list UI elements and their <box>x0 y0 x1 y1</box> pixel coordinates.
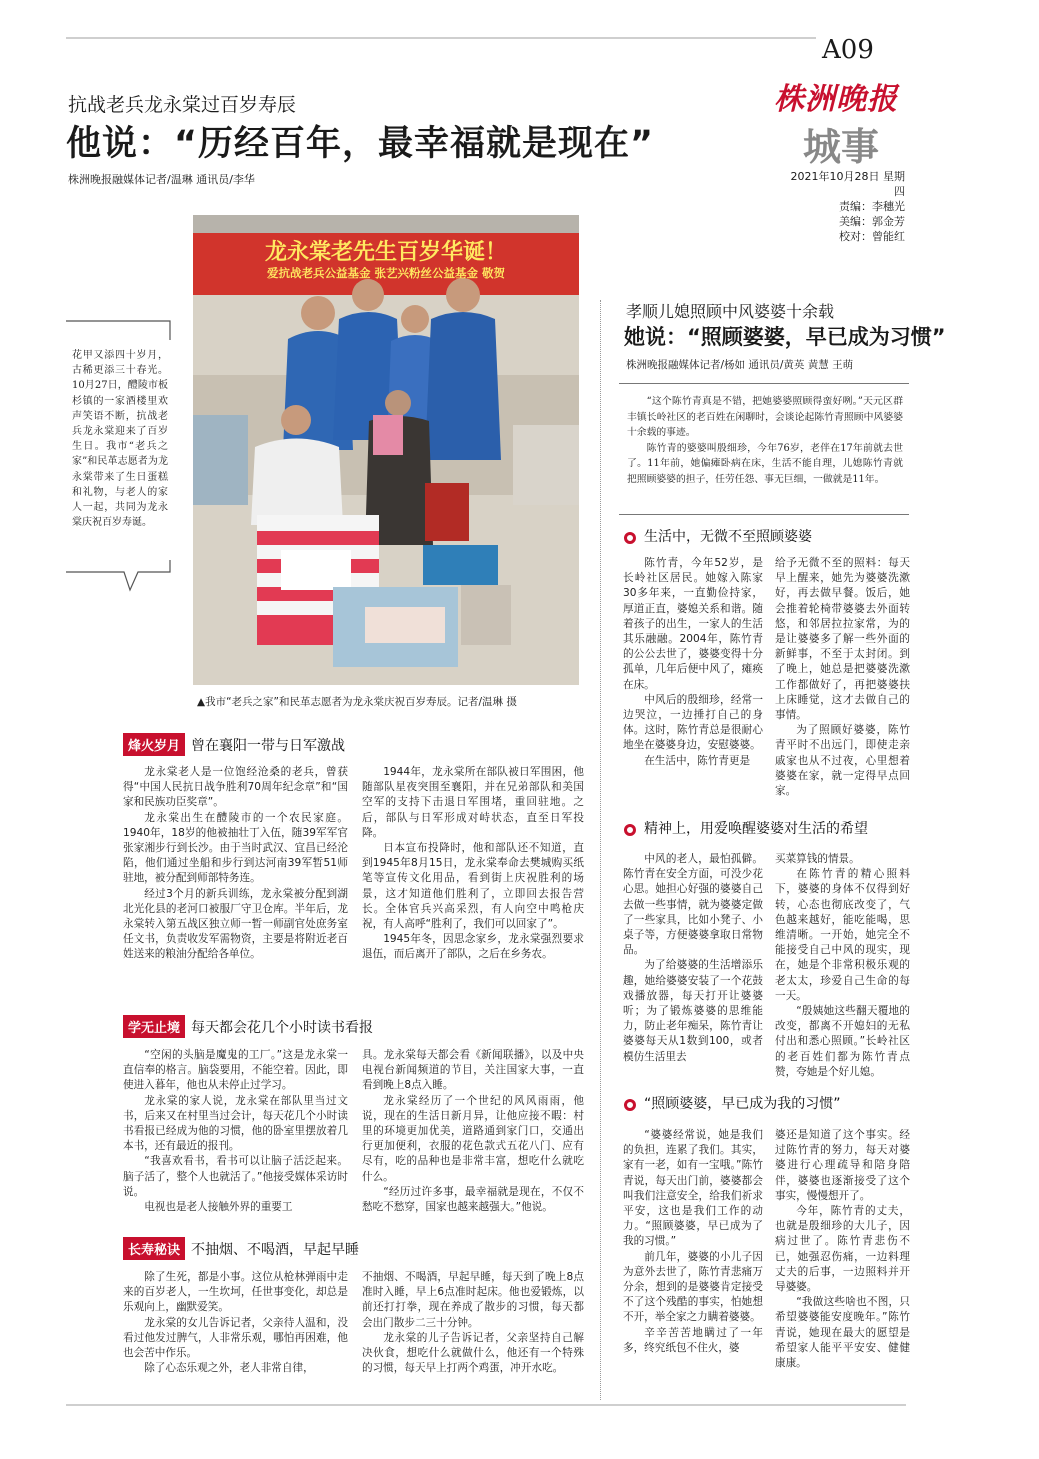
paragraph: 中风的老人，最怕孤僻。陈竹青在安全方面，可没少花心思。她担心好强的婆婆自己去做一些事情，就为婆婆定做了一些家具，比如小凳子、小桌子等，方便婆婆拿取日常物品。 <box>623 853 763 957</box>
issue-date: 2021年10月28日 星期四 <box>790 170 905 198</box>
right-lede-box <box>619 383 909 515</box>
right-section-1-col1 <box>623 556 763 769</box>
paragraph: “空闲的头脑是魔鬼的工厂。”这是龙永棠一直信奉的格言。脑袋要用，不能空着。因此，即使进入暮年，他也从未停止过学习。 <box>123 1049 348 1092</box>
paragraph: 陈竹青，今年52岁，是长岭社区居民。她嫁入陈家30多年来，一直勤俭持家，厚道正直，婆媳关系和谐。随着孩子的出生，一家人的生活其乐融融。2004年，陈竹青的公公去世了，婆婆变得十分孤单，几年后便中风了，瘫痪在床。 <box>623 557 763 691</box>
right-section-2-col1 <box>623 852 763 1065</box>
paragraph: 龙永棠出生在醴陵市的一个农民家庭。1940年，18岁的他被抽壮丁入伍，随39军军官张家湘步行到长沙。由于当时武汉、宜昌已经沦陷，他们通过坐船和步行到达河南39军暂51师驻地，被分配到师部特务连。 <box>123 811 348 885</box>
circle-bullet-icon <box>624 824 636 836</box>
paragraph: “经历过许多事，最幸福就是现在，不仅不愁吃不愁穿，国家也越来越强大。”他说。 <box>362 1185 584 1214</box>
left-lede: 花甲又添四十岁月，古稀更添三十春光。10月27日，醴陵市板杉镇的一家酒楼里欢声笑语不断，抗战老兵龙永棠迎来了百岁生日。我市“老兵之家”和民革志愿者为龙永棠带来了生日蛋糕和礼物，与老人的家人一起，共同为龙永棠庆祝百岁寿诞。 <box>72 350 168 529</box>
paragraph: “婆婆经常说，她是我们的负担，连累了我们。其实，家有一老，如有一宝哦。”陈竹青说，每天出门前，婆婆都会叫我们注意安全，给我们祈求平安，这也是我们工作的动力。“照顾婆婆，早已成为了我的习惯。” <box>623 1129 763 1248</box>
paragraph: 龙永棠经历了一个世纪的风风雨雨，他说，现在的生活日新月异，让他应接不暇：村里的环境更加优美，道路通到家门口，交通出行更加便利，衣服的花色款式五花八门、应有尽有，吃的品种也是非常丰富，想吃什么就吃什么。 <box>362 1094 584 1183</box>
circle-bullet-icon <box>624 532 636 544</box>
right-section-1-title: 生活中，无微不至照顾婆婆 <box>644 529 812 545</box>
paragraph: 日本宣布投降时，他和部队还不知道，直到1945年8月15日，龙永棠奉命去樊城购买纸笔等宣传文化用品，看到街上庆祝胜利的场景，这才知道他们胜利了，立即回去报告营长。全体官兵兴高采烈，有人向空中鸣枪庆祝，有人高呼“胜利了，我们可以回家了”。 <box>362 842 584 931</box>
right-lede <box>619 384 909 488</box>
paragraph: 为了给婆婆的生活增添乐趣，她给婆婆安装了一个花鼓戏播放器，每天打开让婆婆听；为了锻炼婆婆的思维能力，防止老年痴呆，陈竹青让婆婆每天从1数到100，或者模仿生活里去 <box>623 959 763 1063</box>
right-section-2-head <box>624 818 868 838</box>
paragraph: “这个陈竹青真是不错，把她婆婆照顾得蛮好咧。”天元区群丰镇长岭社区的老百姓在闲聊时，会谈论起陈竹青照顾中风婆婆十余载的事迹。 <box>627 396 903 439</box>
section-2-title: 每天都会花几个小时读书看报 <box>191 1020 374 1036</box>
right-section-1-col2 <box>775 556 910 799</box>
paragraph: 电视也是老人接触外界的重要工 <box>144 1201 293 1214</box>
paragraph: 辛辛苦苦地瞒过了一年多，终究纸包不住火，婆 <box>623 1326 763 1354</box>
paragraph: 龙永棠的家人说，龙永棠在部队里当过文书，后来又在村里当过会计，每天花几个小时读书看报已经成为他的习惯，他的卧室里摆放着几本书，还有最近的报刊。 <box>123 1094 348 1153</box>
paragraph: 龙永棠的女儿告诉记者，父亲待人温和，没看过他发过脾气，人非常乐观，哪怕再困难，他也会苦中作乐。 <box>123 1316 348 1360</box>
paragraph: 龙永棠的儿子告诉记者，父亲坚持自己解决伙食，想吃什么就做什么，他还有一个特殊的习惯，每天早上打两个鸡蛋，冲开水吃。 <box>362 1331 584 1375</box>
circle-bullet-icon <box>624 1099 636 1111</box>
paper-logo: 株洲晚报 <box>774 82 898 117</box>
photo-illustration <box>193 215 579 685</box>
issue-editor: 责编：李穗光 <box>839 200 905 213</box>
paragraph: 婆还是知道了这个事实。经过陈竹青的努力，每天对婆婆进行心理疏导和陪身陪伴，婆婆也逐渐接受了这个事实，慢慢想开了。 <box>775 1129 910 1202</box>
right-section-3-col1 <box>623 1128 763 1356</box>
right-section-2-col2 <box>775 852 910 1080</box>
bottom-rule <box>66 1404 906 1406</box>
paragraph: 除了心态乐观之外，老人非常自律， <box>144 1362 314 1375</box>
right-section-3-title: “照顾婆婆，早已成为我的习惯” <box>644 1096 841 1112</box>
section-title: 城事 <box>803 124 880 169</box>
section-1-tag: 烽火岁月 <box>123 733 185 756</box>
paragraph: 不抽烟、不喝酒，早起早睡，每天到了晚上8点准时入睡，早上6点准时起床。他也爱锻炼，以前还打打拳，现在养成了散步的习惯，每天都会出门散步二三十分钟。 <box>362 1271 584 1329</box>
paragraph: 经过3个月的新兵训练，龙永棠被分配到湖北光化县的老河口被服厂守卫仓库。半年后，龙永棠转入第五战区独立师一暂一师副官处庶务室任文书，负责收发军需物资，主要是将附近老百姓送来的粮油分配给各单位。 <box>123 887 348 961</box>
paragraph: 今年，陈竹青的丈夫，也就是殷细珍的大儿子，因病过世了。陈竹青悲伤不已，她强忍伤痛，一边料理丈夫的后事，一边照料并开导婆婆。 <box>775 1205 910 1294</box>
paragraph: “我做这些啥也不图，只希望婆婆能安度晚年。”陈竹青说，她现在最大的愿望是希望家人能平平安安、健健康康。 <box>775 1296 910 1370</box>
birthday-photo <box>193 215 579 685</box>
section-2-tag: 学无止境 <box>123 1015 185 1038</box>
section-1-col1 <box>123 765 348 963</box>
section-1-title: 曾在襄阳一带与日军激战 <box>191 738 346 754</box>
section-3-col1 <box>123 1270 348 1376</box>
photo-banner-subtitle: 爱抗战老兵公益基金 张艺兴粉丝公益基金 敬贺 <box>266 266 505 280</box>
issue-designer: 美编：郭金芳 <box>839 215 905 228</box>
section-3-head <box>123 1237 359 1260</box>
issue-proofreader: 校对：曾能红 <box>839 230 905 243</box>
paragraph: 在陈竹青的精心照料下，婆婆的身体不仅得到好转，心态也彻底改变了，气色越来越好，能吃能喝，思维清晰。一开始，她完全不能接受自己中风的现实，现在，她是个非常积极乐观的老太太，珍爱自己生命的每一天。 <box>775 868 910 1002</box>
right-headline: 她说：“照顾婆婆，早已成为习惯” <box>624 325 946 349</box>
left-byline: 株洲晚报融媒体记者/温琳 通讯员/李华 <box>68 173 255 186</box>
paragraph: 前几年，婆婆的小儿子因为意外去世了，陈竹青悲痛万分余，想到的是婆婆肯定接受不了这个残酷的事实，怕她想不开，举全家之力瞒着婆婆。 <box>623 1250 763 1324</box>
issue-info <box>783 169 905 244</box>
paragraph: 除了生死，都是小事。这位从枪林弹雨中走来的百岁老人，一生坎坷，任世事变化，却总是乐观向上，幽默爱笑。 <box>123 1271 348 1314</box>
section-2-head <box>123 1015 373 1038</box>
photo-banner-title: 龙永棠老先生百岁华诞！ <box>264 240 507 265</box>
section-2-col1 <box>123 1048 348 1215</box>
right-section-3-col2 <box>775 1128 910 1371</box>
section-1-col2 <box>362 765 584 963</box>
section-3-title: 不抽烟、不喝酒，早起早睡 <box>191 1242 360 1258</box>
paragraph: 陈竹青的婆婆叫殷细珍，今年76岁，老伴在17年前就去世了。11年前，她偏瘫卧病在床，生活不能自理，儿媳陈竹青就把照顾婆婆的担子，任劳任怨、事无巨细，一做就是11年。 <box>627 442 903 485</box>
right-byline: 株洲晚报融媒体记者/杨如 通讯员/黄英 黄慧 王萌 <box>626 359 854 371</box>
top-rule <box>66 37 816 39</box>
paragraph: “殷姨她这些翻天覆地的改变，都离不开媳妇的无私付出和悉心照顾。”长岭社区的老百姓们都为陈竹青点赞，夸她是个好儿媳。 <box>775 1005 910 1078</box>
paragraph: 中风后的殷细珍，经常一边哭泣，一边捶打自己的身体。这时，陈竹青总是很耐心地坐在婆婆身边，安慰婆婆。 <box>623 693 763 752</box>
paragraph: 给予无微不至的照料：每天早上醒来，她先为婆婆洗漱好，再去做早餐。饭后，她会推着轮椅带婆婆去外面转悠，和邻居拉拉家常，为的是让婆婆多了解一些外面的新鲜事，不至于太封闭。到了晚上，她总是把婆婆洗漱工作都做好了，再把婆婆扶上床睡觉，这才去做自己的事情。 <box>775 557 910 722</box>
left-headline: 他说：“历经百年，最幸福就是现在” <box>66 124 655 164</box>
paragraph: “我喜欢看书，看书可以让脑子活泛起来。脑子活了，整个人也就活了。”他接受媒体采访时说。 <box>123 1155 348 1198</box>
section-3-col2 <box>362 1270 584 1376</box>
left-kicker: 抗战老兵龙永棠过百岁寿辰 <box>68 94 297 116</box>
paragraph: 1945年冬，因思念家乡，龙永棠强烈要求退伍，而后离开了部队，之后在乡务农。 <box>362 933 584 961</box>
page-number: A09 <box>822 35 874 65</box>
section-1-head <box>123 733 345 756</box>
paragraph: 为了照顾好婆婆，陈竹青平时不出远门，即使走亲戚家也从不过夜，心里想着婆婆在家，就一定得早点回家。 <box>775 724 910 798</box>
section-2-col2 <box>362 1048 584 1215</box>
paragraph: 具。龙永棠每天都会看《新闻联播》，以及中央电视台新闻频道的节目，关注国家大事，一直看到晚上8点入睡。 <box>362 1049 584 1092</box>
paragraph: 买菜算钱的情景。 <box>775 853 860 865</box>
paragraph: 龙永棠老人是一位饱经沧桑的老兵，曾获得“中国人民抗日战争胜利70周年纪念章”和“国家和民族功臣奖章”。 <box>123 766 348 809</box>
column-divider <box>600 300 601 1400</box>
right-section-3-head <box>624 1093 841 1113</box>
section-3-tag: 长寿秘诀 <box>123 1237 185 1260</box>
right-section-1-head <box>624 526 812 546</box>
paragraph: 1944年，龙永棠所在部队被日军围困，他随部队星夜突围至襄阳，并在兄弟部队和美国空军的支持下击退日军围堵，重回驻地。之后，部队与日军形成对峙状态，直至日军投降。 <box>362 766 584 839</box>
paragraph: 在生活中，陈竹青更是 <box>644 754 751 767</box>
right-section-2-title: 精神上，用爱唤醒婆婆对生活的希望 <box>644 821 868 837</box>
photo-caption: ▲我市“老兵之家”和民革志愿者为龙永棠庆祝百岁寿辰。记者/温琳 摄 <box>197 696 517 708</box>
lede-box <box>66 320 176 592</box>
right-kicker: 孝顺儿媳照顾中风婆婆十余载 <box>626 302 835 321</box>
